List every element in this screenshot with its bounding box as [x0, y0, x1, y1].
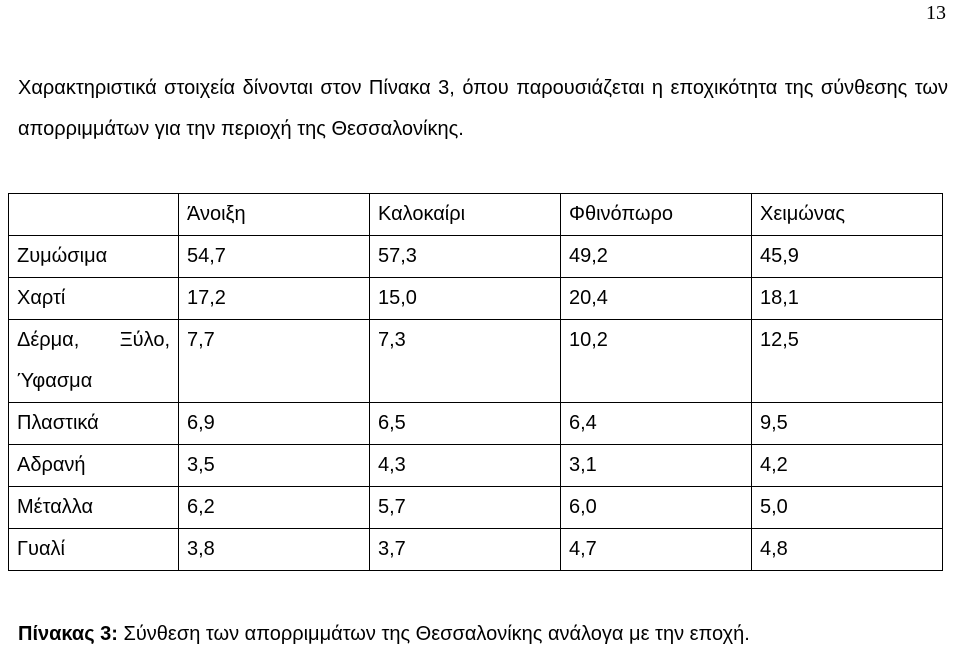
row-label: Πλαστικά — [9, 403, 179, 445]
table-cell: 6,9 — [179, 403, 370, 445]
row-label: Αδρανή — [9, 445, 179, 487]
table-row — [9, 278, 943, 320]
row-label-part: Ξύλο, — [119, 329, 170, 351]
table-caption — [18, 622, 750, 646]
table-cell: 18,1 — [752, 278, 943, 320]
table-row — [9, 487, 943, 529]
table-row — [9, 403, 943, 445]
table-cell: 4,2 — [752, 445, 943, 487]
row-label: Γυαλί — [9, 529, 179, 571]
table-cell: 6,0 — [561, 487, 752, 529]
table-cell: 4,7 — [561, 529, 752, 571]
row-label-part: Δέρμα, — [17, 329, 80, 351]
table-cell: 12,5 — [752, 320, 943, 403]
table-cell: 7,3 — [370, 320, 561, 403]
row-label: Μέταλλα — [9, 487, 179, 529]
table-row — [9, 445, 943, 487]
table-cell: 6,5 — [370, 403, 561, 445]
table-header-summer: Καλοκαίρι — [370, 194, 561, 236]
table-cell: 49,2 — [561, 236, 752, 278]
table-cell: 10,2 — [561, 320, 752, 403]
table-header-autumn: Φθινόπωρο — [561, 194, 752, 236]
table-cell: 3,1 — [561, 445, 752, 487]
table-cell: 3,8 — [179, 529, 370, 571]
table-row — [9, 320, 943, 403]
row-label: Ζυμώσιμα — [9, 236, 179, 278]
row-label-line1 — [17, 320, 170, 361]
row-label-line2: Ύφασμα — [17, 370, 93, 392]
table-header-empty — [9, 194, 179, 236]
row-label: Χαρτί — [9, 278, 179, 320]
row-label — [9, 320, 179, 403]
table-cell: 5,0 — [752, 487, 943, 529]
table-cell: 20,4 — [561, 278, 752, 320]
caption-prefix: Πίνακας 3: — [18, 623, 118, 645]
table-cell: 7,7 — [179, 320, 370, 403]
waste-composition-table — [8, 193, 943, 571]
table-cell: 4,8 — [752, 529, 943, 571]
table-cell: 15,0 — [370, 278, 561, 320]
table-row — [9, 236, 943, 278]
table-cell: 3,7 — [370, 529, 561, 571]
page-number: 13 — [926, 2, 946, 24]
table-header-spring: Άνοιξη — [179, 194, 370, 236]
table-header-row — [9, 194, 943, 236]
intro-paragraph: Χαρακτηριστικά στοιχεία δίνονται στον Πίνακα 3, όπου παρουσιάζεται η εποχικότητα της σύνθεσης των απορριμμάτων για την περιοχή της Θεσσαλονίκης. — [18, 77, 948, 140]
table-cell: 3,5 — [179, 445, 370, 487]
table-cell: 17,2 — [179, 278, 370, 320]
table-cell: 6,4 — [561, 403, 752, 445]
table-cell: 4,3 — [370, 445, 561, 487]
table-row — [9, 529, 943, 571]
table-cell: 54,7 — [179, 236, 370, 278]
table-cell: 57,3 — [370, 236, 561, 278]
table-cell: 45,9 — [752, 236, 943, 278]
table-cell: 6,2 — [179, 487, 370, 529]
table-cell: 5,7 — [370, 487, 561, 529]
table-header-winter: Χειμώνας — [752, 194, 943, 236]
table-cell: 9,5 — [752, 403, 943, 445]
caption-text: Σύνθεση των απορριμμάτων της Θεσσαλονίκης ανάλογα με την εποχή. — [117, 623, 750, 645]
